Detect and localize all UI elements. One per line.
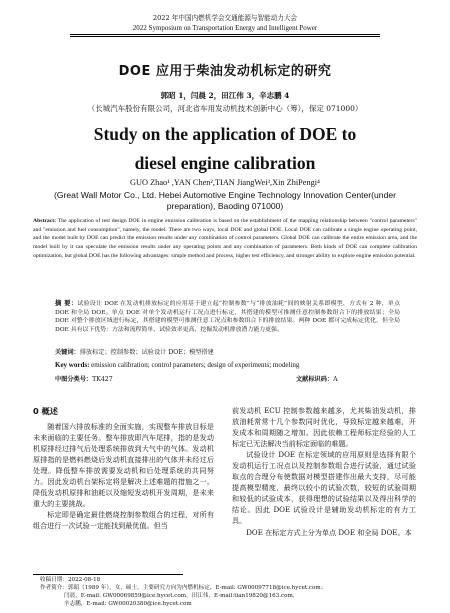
paragraph: 试验设计 DOE 在标定领域的应用原则是选择有限个发动机运行工况点以及控制参数组合进行试验，通过试验取点的合理分布使数据对模型搭建作出最大支持，尽可能提高模型精度，最终以较小的试验次数，较短的试验周期和较低的试验成本，获得理想的试验结果以及得出科学的结论。因此 DOE 试验设计是辅助发动机标定的有力工具。 (232, 450, 416, 526)
clc-number (55, 374, 113, 383)
body-column-right (232, 405, 416, 538)
affiliation-cn: （长城汽车股份有限公司，河北省车用发动机技术创新中心（筹），保定 071000） (87, 104, 363, 113)
doc-code-label: 文献标识码： (296, 376, 334, 383)
conference-name-cn: 2022 年中国内燃机学会交通能源与智能动力大会 (152, 14, 298, 22)
header-rule-thin (70, 36, 380, 37)
footnote-contacts: 辛志鹏，E-mail: GW00020380@ice.hycet.com (64, 601, 192, 607)
body-column-left (33, 421, 214, 531)
keywords-en-label: Key words: (55, 361, 90, 369)
footnote-received: 收稿日期：2022-08-18 (40, 577, 101, 583)
footnote-contacts: 闫晨，E-mail: GW00069859@ice.hycet.com，田江伟，E-mail:tian19820@163.com， (64, 593, 299, 599)
paragraph: 标定即是确定最佳燃烧控制参数组合的过程，对所有组合进行一次试验一定能找到最优值。但当 (33, 510, 214, 531)
abstract-en (33, 217, 417, 260)
affiliation-en: (Great Wall Motor Co., Ltd. Hebei Automotive Engine Technology Innovation Center(under preparation), Baoding 071000) (53, 190, 397, 211)
footnote-rule (33, 574, 183, 575)
conference-name-en: 2022 Symposium on Transportation Energy and Intelligent Power (132, 24, 318, 32)
authors-en: GUO Zhao¹ ,YAN Chen²,TIAN JiangWei³,Xin ZhiPengi⁴ (130, 178, 320, 187)
paragraph: 随着国六排放标准的全面实施，实现整车排放目标是未来面临的主要任务。整车排放即汽车尾排，指的是发动机原排经过排气后处理系统排放到大气中的气体。发动机原排指的是燃料燃烧后发动机直接排出的气体并未经过后处理。降低整车排放需要发动机和后处理系统的共同努力。因此发动机台架标定将是解决上述难题的措施之一。降低发动机原排和油耗以及缩短发动机开发周期，是未来重大的主要挑战。 (33, 422, 214, 509)
clc-label: 中图分类号： (55, 376, 93, 383)
doc-code-value: A (333, 376, 338, 383)
abstract-cn (55, 299, 400, 334)
paragraph: DOE 在标定方式上分为单点 DOE 和全局 DOE。本 (246, 527, 412, 537)
section-heading-overview: 0 概述 (33, 406, 58, 416)
abstract-en-text: The application of test design DOE in engine emission calibration is based on the establishment of the mapping relationship between "control parameters" and "emission and fuel consumption", namely, the model. There are two ways, local DOE and global DOE. Local DOE can calibrate a single engine operating point, and the model built by DOE can predict the emission results under any combination of control parameters. Global DOE can calibrate the entire emission area, and the model built by it can speculate the emission results under any operating points and any combination of parameters. Both kinds of DOE can complete calibration optimization, but global DOE has the following advantages: simple method and process, higher test efficiency, and stronger ability to explore engine emission potential. (33, 218, 417, 259)
paragraph: 前发动机 ECU 控制参数越来越多，尤其柴油发动机，排放油耗常常十几个参数同时优化，导致标定越来越难，开发成本和周期随之增加。因此依赖工程师标定经验的人工标定已无法解决当前标定面临的难题。 (232, 406, 416, 449)
keywords-en-text: emission calibration; control parameters; design of experiments; modeling (89, 361, 300, 369)
paper-title-en-line2: diesel engine calibration (134, 153, 316, 173)
abstract-cn-label: 摘 要： (55, 299, 78, 307)
clc-value: TK427 (92, 376, 113, 383)
header-rule (70, 34, 380, 35)
paper-title-cn: DOE 应用于柴油发动机标定的研究 (118, 64, 332, 79)
abstract-en-label: Abstract: (33, 218, 57, 224)
footnote-author-intro: 作者简介：郭昭（1989 年），女，硕士，主要研究方向为内燃机标定，E-mail: GW00097718@ice.hycet.com； (40, 585, 327, 591)
keywords-cn-text: 排放标定；控制参数；试验设计 DOE；模型搭建 (79, 349, 214, 356)
authors-cn: 郭昭 1，闫晨 2，田江伟 3，辛志鹏 4 (160, 91, 290, 100)
abstract-cn-text: 试验设计 DOE 在发动机排放标定的应用基于建立起“控制参数”与“排放油耗”间的映射关系即模型，方式有 2 种，单点 DOE 和全局 DOE。单点 DOE 对单个发动机运行工况点进行标定，其搭建的模型可推测任意控制参数组合下的排放结果；全局 DOE 对整个排放区域进行标定，其搭建的模型可推测任意工况点和参数组合下的排放结果。两种 DOE 都可完成标定优化，但全局 DOE 具有以下优势：方法和流程简单、试验效率更高、挖掘发动机排放潜力能力更强。 (55, 301, 400, 333)
keywords-cn (55, 348, 400, 357)
keywords-cn-label: 关键词： (55, 349, 80, 356)
paper-title-en-line1: Study on the application of DOE to (93, 124, 357, 144)
document-code (296, 374, 338, 383)
keywords-en (55, 361, 400, 370)
